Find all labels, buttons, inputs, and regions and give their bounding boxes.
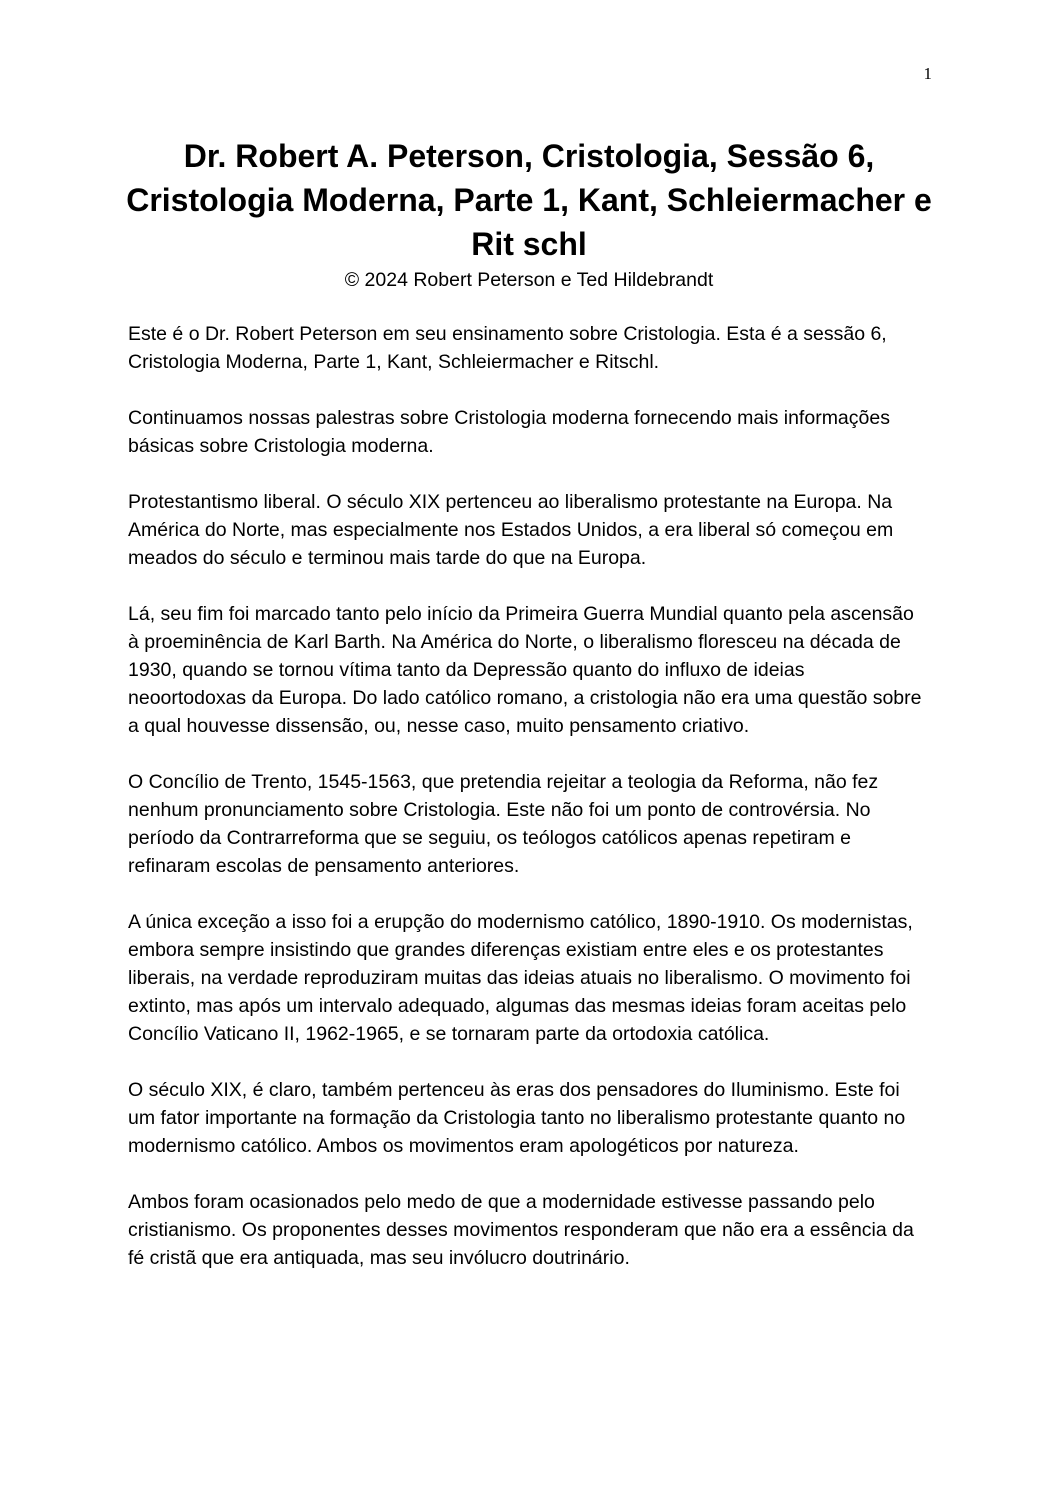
page-number: 1	[923, 64, 932, 83]
document-body	[128, 320, 928, 1300]
document-title: Dr. Robert A. Peterson, Cristologia, Sessão 6, Cristologia Moderna, Parte 1, Kant, Schleiermacher e Rit schl	[126, 138, 932, 262]
paragraph-2: Continuamos nossas palestras sobre Cristologia moderna fornecendo mais informações básicas sobre Cristologia moderna.	[128, 407, 890, 457]
paragraph-6: A única exceção a isso foi a erupção do modernismo católico, 1890-1910. Os modernistas, embora sempre insistindo que grandes diferenças existiam entre eles e os protestantes liberais, na verdade reproduziram muitas das ideias atuais no liberalismo. O movimento foi extinto, mas após um intervalo adequado, algumas das mesmas ideias foram aceitas pelo Concílio Vaticano II, 1962-1965, e se tornaram parte da ortodoxia católica.	[128, 911, 913, 1045]
paragraph-7: O século XIX, é claro, também pertenceu às eras dos pensadores do Iluminismo. Este foi um fator importante na formação da Cristologia tanto no liberalismo protestante quanto no modernismo católico. Ambos os movimentos eram apologéticos por natureza.	[128, 1079, 906, 1157]
paragraph-5: O Concílio de Trento, 1545-1563, que pretendia rejeitar a teologia da Reforma, não fez nenhum pronunciamento sobre Cristologia. Este não foi um ponto de controvérsia. No período da Contrarreforma que se seguiu, os teólogos católicos apenas repetiram e refinaram escolas de pensamento anteriores.	[128, 771, 879, 877]
paragraph-3: Protestantismo liberal. O século XIX pertenceu ao liberalismo protestante na Europa. Na América do Norte, mas especialmente nos Estados Unidos, a era liberal só começou em meados do século e terminou mais tarde do que na Europa.	[128, 491, 894, 569]
copyright-line: © 2024 Robert Peterson e Ted Hildebrandt	[344, 269, 714, 291]
paragraph-8: Ambos foram ocasionados pelo medo de que a modernidade estivesse passando pelo cristianismo. Os proponentes desses movimentos responderam que não era a essência da fé cristã que era antiquada, mas seu invólucro doutrinário.	[128, 1191, 914, 1269]
paragraph-1: Este é o Dr. Robert Peterson em seu ensinamento sobre Cristologia. Esta é a sessão 6, Cristologia Moderna, Parte 1, Kant, Schleiermacher e Ritschl.	[128, 323, 887, 373]
paragraph-4: Lá, seu fim foi marcado tanto pelo início da Primeira Guerra Mundial quanto pela ascensão à proeminência de Karl Barth. Na América do Norte, o liberalismo floresceu na década de 1930, quando se tornou vítima tanto da Depressão quanto do influxo de ideias neoortodoxas da Europa. Do lado católico romano, a cristologia não era uma questão sobre a qual houvesse dissensão, ou, nesse caso, muito pensamento criativo.	[128, 603, 922, 737]
